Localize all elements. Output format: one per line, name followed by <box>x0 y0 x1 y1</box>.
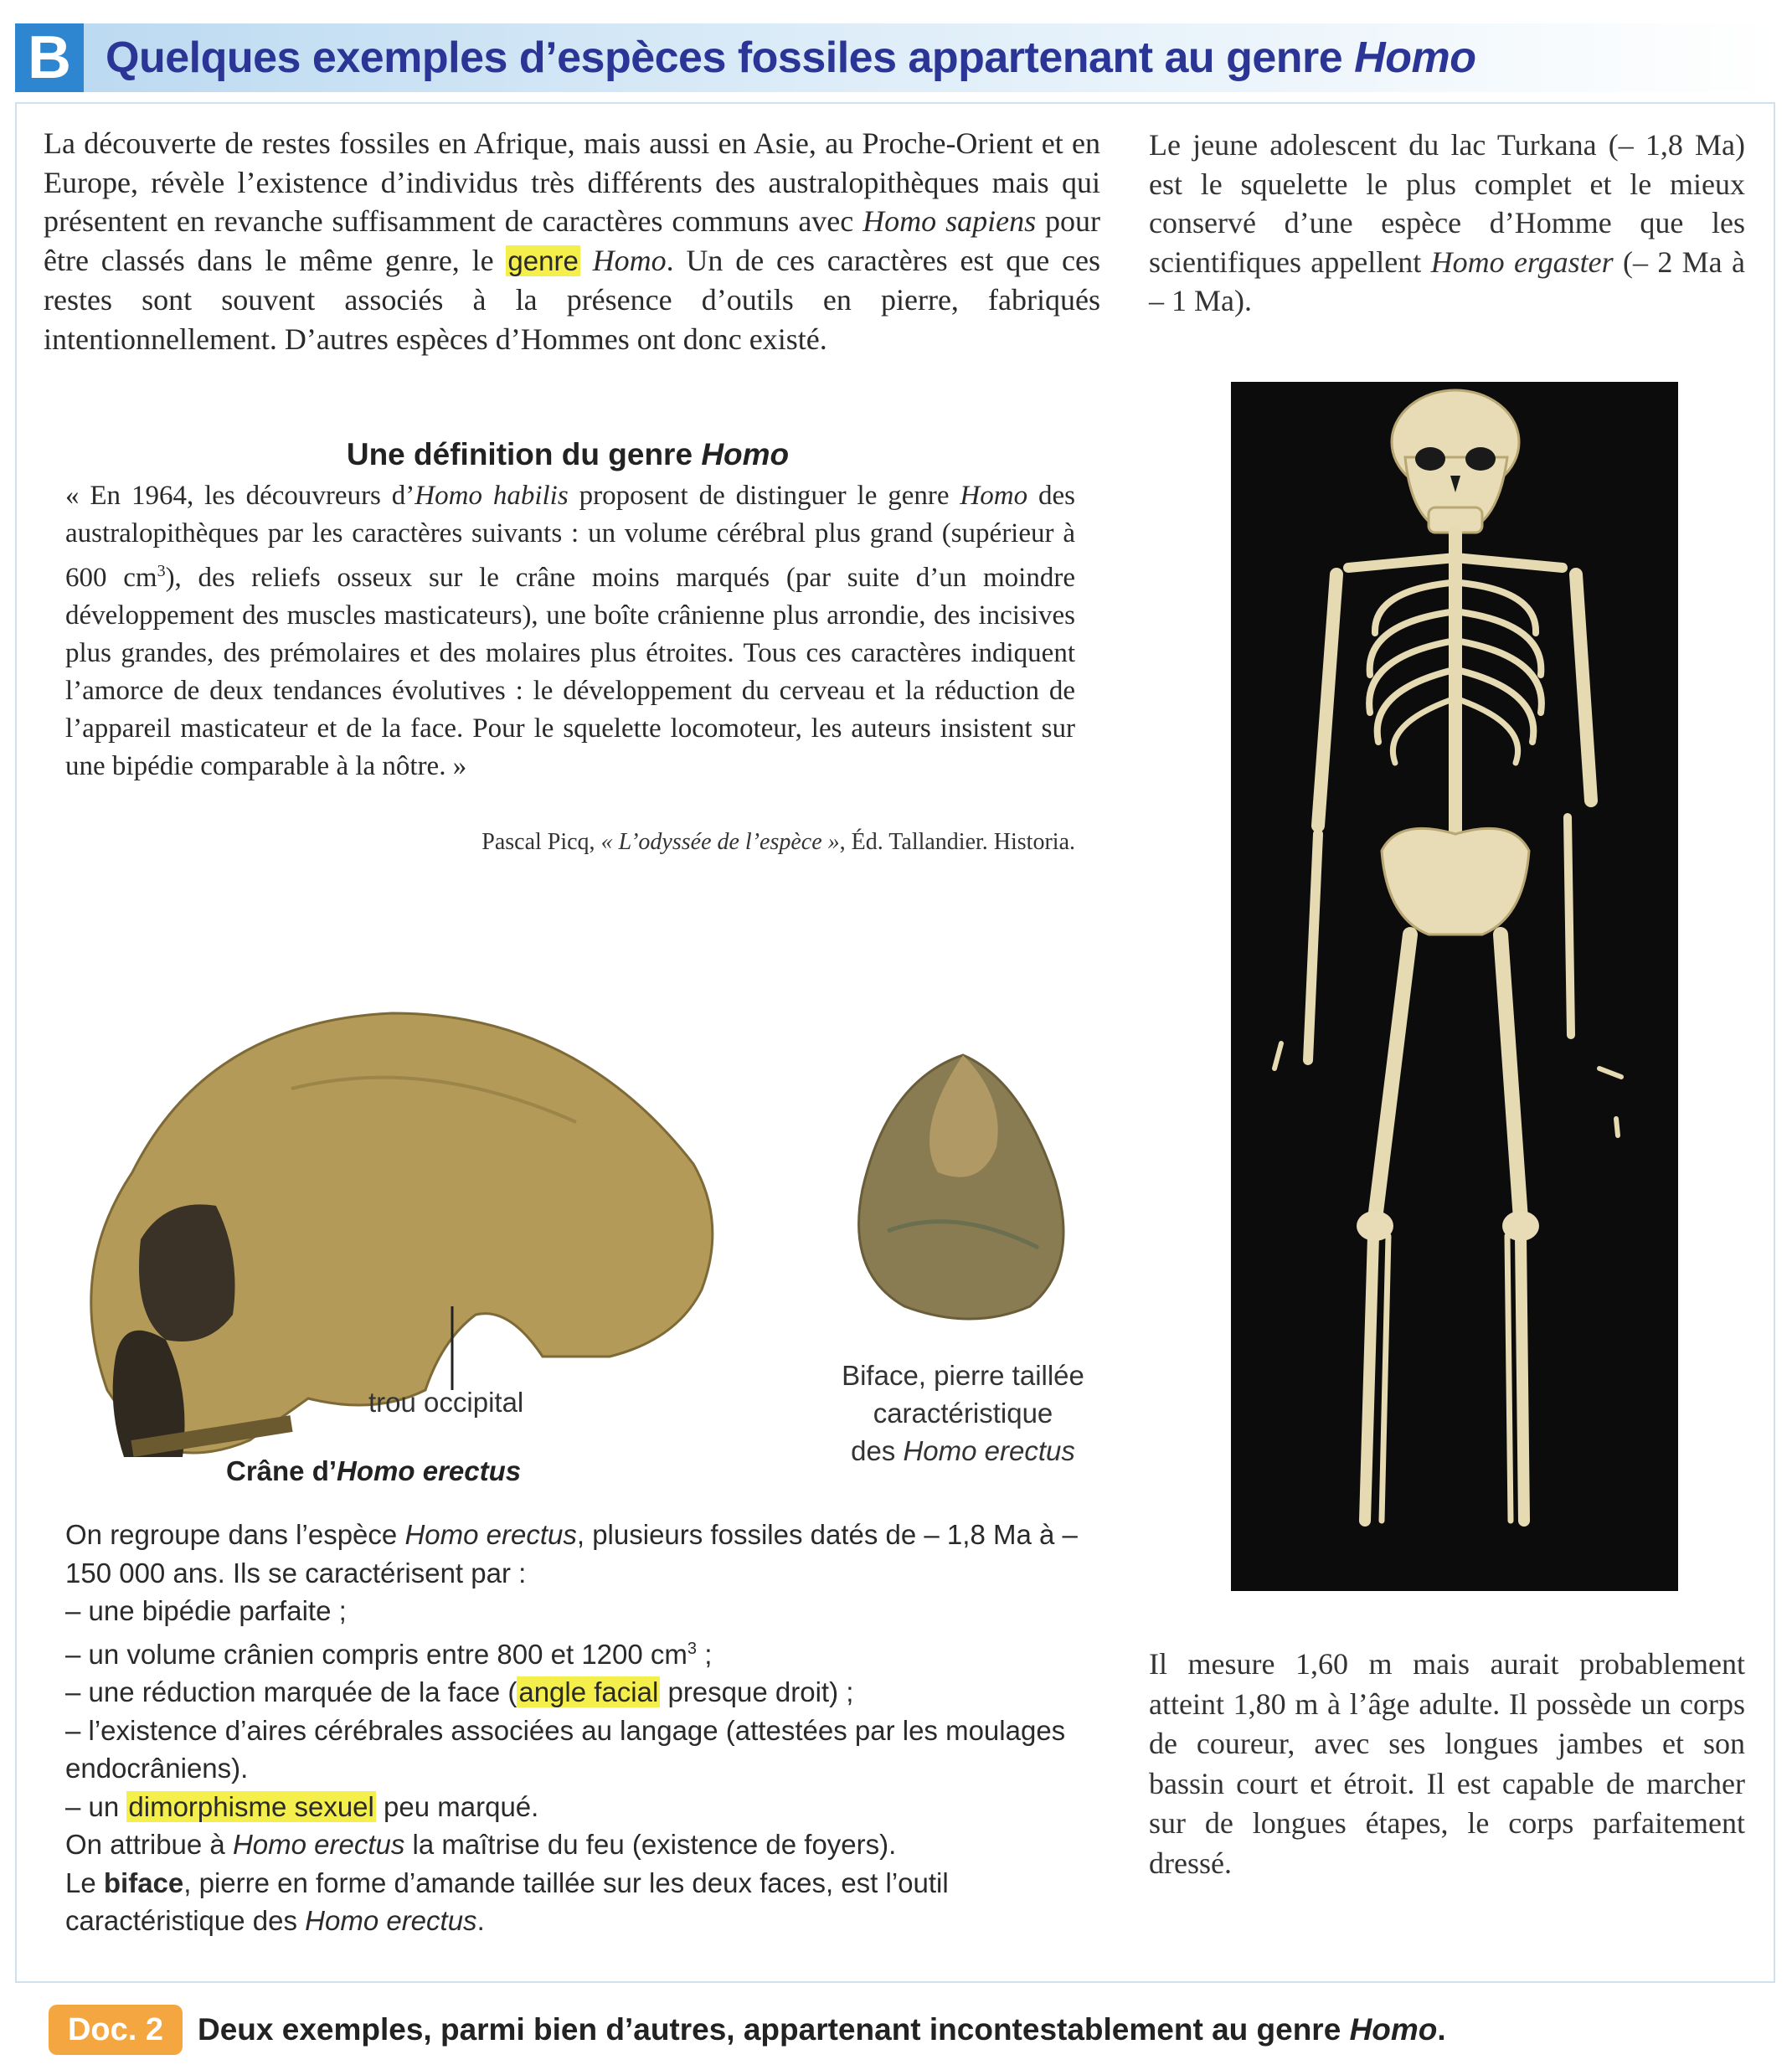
occipital-label: trou occipital <box>368 1387 524 1418</box>
skeleton-illustration <box>1231 382 1678 1591</box>
list-item: – l’existence d’aires cérébrales associées au langage (attestées par les moulages endocrâniens). <box>65 1714 1066 1784</box>
turkana-description: Il mesure 1,60 m mais aurait probablement atteint 1,80 m à l’âge adulte. Il possède un corps de coureur, avec ses longues jambes et son bassin court et étroit. Il est capable de marcher sur de longues étapes, le corps parfaitement dressé. <box>1149 1647 1745 1880</box>
skeleton-photo <box>1231 382 1678 1591</box>
biface-caption: Biface, pierre taillée caractéristique des Homo erectus <box>842 1360 1084 1466</box>
list-item: – une bipédie parfaite ; <box>65 1595 347 1626</box>
section-badge: B <box>15 23 84 92</box>
biface-photo <box>837 1047 1089 1331</box>
highlight-genre: genre <box>507 245 579 276</box>
list-item: – un dimorphisme sexuel peu marqué. <box>65 1790 539 1822</box>
section-title: Quelques exemples d’espèces fossiles appartenant au genre Homo <box>106 33 1476 82</box>
doc-badge: Doc. 2 <box>49 2005 183 2055</box>
definition-title: Une définition du genre Homo <box>346 437 790 471</box>
highlight-dimorphisme: dimorphisme sexuel <box>128 1790 374 1822</box>
definition-quote: « En 1964, les découvreurs d’Homo habilis proposent de distinguer le genre Homo des australopithèques par les caractères suivants : un volume cérébral plus grand (supérieur à 600 $cm^3$), des reliefs osseux sur le crâne moins marqués (par suite d’un moindre développement des muscles masticateurs), une boîte crânienne plus arrondie, des incisives plus grandes, des prémolaires et des molaires plus étroites. Tous ces caractères indiquent l’amorce de deux tendances évolutives : le développement du cerveau et la réduction de l’appareil masticateur et de la face. Pour le squelette locomoteur, les auteurs insistent sur une bipédie comparable à la nôtre. » <box>65 481 1075 781</box>
homo-erectus-text: On regroupe dans l’espèce Homo erectus, plusieurs fossiles datés de – 1,8 Ma à – 150 000 ans. Ils se caractérisent par : – une bipédie parfaite ; – un volume crânien compris entre 800 et 1200 $cm^3$ ; – une réduction marquée de la face (angle facial presque droit) ; – l’existence d’aires cérébrales associées au langage (attestées par les moulages endocrâniens). – un dimorphisme sexuel peu marqué. On attribue à Homo erectus la maîtrise du feu (existence de foyers). Le biface, pierre en forme d’amande taillée sur les deux faces, est l’outil caractéristique des Homo erectus. <box>65 1519 1078 1936</box>
doc-caption: Deux exemples, parmi bien d’autres, appartenant incontestablement au genre Homo. <box>198 2012 1446 2047</box>
intro-paragraph: La découverte de restes fossiles en Afrique, mais aussi en Asie, au Proche-Orient et en Europe, révèle l’existence d’individus très différents des australopithèques mais qui présentent en revanche suffisamment de caractères communs avec Homo sapiens pour être classés dans le même genre, le genre Homo. Un de ces caractères est que ces restes sont souvent associés à la présence d’outils en pierre, fabriqués intentionnellement. D’autres espèces d’Hommes ont donc existé. <box>44 126 1100 356</box>
eye-orbit <box>139 1204 235 1341</box>
skull-caption: Crâne d’Homo erectus <box>226 1455 522 1486</box>
list-item: – un volume crânien compris entre 800 et 1200 $cm^3$ ; <box>65 1638 713 1670</box>
turkana-paragraph: Le jeune adolescent du lac Turkana (– 1,8 Ma) est le squelette le plus complet et le mieux conservé d’une espèce d’Homme que les scientifiques appellent Homo ergaster (– 2 Ma à – 1 Ma). <box>1149 128 1745 317</box>
list-item: – une réduction marquée de la face (angle facial presque droit) ; <box>65 1676 854 1707</box>
highlight-angle-facial: angle facial <box>518 1676 659 1707</box>
section-header <box>15 23 1777 92</box>
quote-source: Pascal Picq, « L’odyssée de l’espèce », Éd. Tallandier. Historia. <box>481 829 1075 855</box>
